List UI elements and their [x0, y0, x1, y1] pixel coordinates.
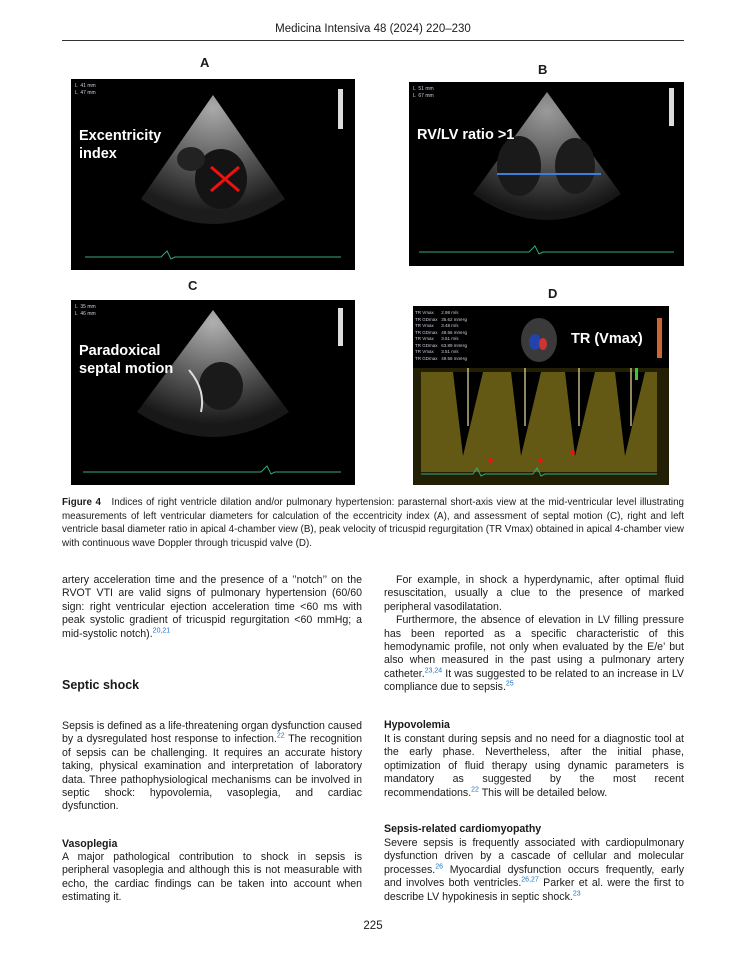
panel-d-label: TR (Vmax) — [571, 331, 643, 347]
ref-link[interactable]: 26,27 — [521, 876, 539, 884]
svg-text:+: + — [569, 447, 576, 459]
figure-caption — [62, 496, 684, 550]
panel-c-label: Paradoxical septal motion — [79, 343, 174, 377]
panel-d-letter: D — [548, 286, 558, 301]
echo-image-c — [71, 300, 355, 485]
vasoplegia-paragraph: A major pathological contribution to shock in sepsis is peripheral vasoplegia and although this is not measurable with echo, the cardiac findings can be taken into account when estimating it. — [62, 851, 362, 904]
sepsis-cardiomyopathy-heading: Sepsis-related cardiomyopathy — [384, 823, 542, 835]
panel-c-measurements: L 35 mm L 46 mm — [75, 304, 96, 317]
svg-text:+: + — [537, 455, 544, 467]
panel-c-letter: C — [188, 278, 198, 293]
sepsis-cardiomyopathy-paragraph: Severe sepsis is frequently associated with cardiopulmonary dysfunction driven by a cascade of cellular and molecular processes.$^{26}$ Myocardial dysfunction occurs frequently, early and involves both ventricles.$^{26,27}$ Parker et al. were the first to describe LV hypokinesis in septic shock.$^{23}$ — [384, 837, 684, 903]
ref-link[interactable]: 22 — [276, 732, 285, 740]
septic-shock-heading: Septic shock — [62, 678, 140, 692]
ref-link[interactable]: 25 — [505, 680, 514, 688]
echo-image-b — [409, 82, 684, 266]
svg-text:+: + — [487, 455, 494, 467]
panel-a-measurements: L 41 mm L 47 mm — [75, 83, 96, 96]
caption-text: Indices of right ventricle dilation and/or pulmonary hypertension: parasternal short-axis view at the mid-ventricular level illustrating measurements of left ventricular diameters for calculation of the eccentricity index (A), and assessment of septal motion (C), right and left ventricle basal diameter ratio in apical 4-chamber view (B), peak velocity of tricuspid regurgitation (TR Vmax) obtained in apical 4-chamber view with continuous wave Doppler through tricuspid valve (D). — [62, 497, 685, 549]
right-column-intro: For example, in shock a hyperdynamic, after optimal fluid resuscitation, usually a clue to the presence of marked peripheral vasodilatation. Furthermore, the absence of elevation in LV filling pressure has been reported as a specific characteristic of this hemodynamic profile, not only when evaluated by the E/e’ but also when measured in the past using a pulmonary artery catheter.$^{23,24}$ It was suggested to be related to an increase in LV compliance due to sepsis.$^{25}$ — [384, 574, 684, 694]
ref-link[interactable]: 26 — [435, 863, 444, 871]
hypovolemia-heading: Hypovolemia — [384, 719, 450, 731]
echo-panel-a — [71, 79, 355, 270]
echo-panel-d — [413, 306, 669, 485]
ref-link[interactable]: 23 — [572, 890, 581, 898]
septic-shock-paragraph: Sepsis is defined as a life-threatening organ dysfunction caused by a dysregulated host response to infection.$^{22}$ The recognition of sepsis can be challenging. It requires an accurate history taking, physical examination and interpretation of laboratory data. Three pathophysiological mechanisms can be involved in septic shock: hypovolemia, vasoplegia, and cardiac dysfunction. — [62, 720, 362, 813]
ref-link[interactable]: 22 — [471, 786, 479, 794]
header-rule — [62, 40, 684, 41]
echo-panel-b — [409, 82, 684, 266]
ref-link[interactable]: 20,21 — [152, 627, 171, 635]
journal-header: Medicina Intensiva 48 (2024) 220–230 — [275, 23, 471, 35]
left-column-intro: artery acceleration time and the presence of a ’’notch’’ on the RVOT VTI are valid signs of pulmonary hypertension (60/60 sign: right ventricular ejection acceleration time <60 ms with peak systolic gradient of tricuspid regurgitation <60 mmHg; a mid-systolic notch).$^{20,21}$ — [62, 574, 362, 640]
hypovolemia-paragraph: It is constant during sepsis and no need for a diagnostic tool at the early phase. Nevertheless, after the initial phase, optimization of fluid therapy using dynamic parameters is mandatory as suggested by the most recent recommendations.$^{22}$ This will be detailed below. — [384, 733, 684, 799]
page-number: 225 — [363, 920, 383, 932]
vasoplegia-heading: Vasoplegia — [62, 838, 118, 850]
panel-d-measurements: TR Vmax 2.98 m/s TR GDmax 35.62 mmHg TR Vmax 3.48 m/s TR GDmax 48.56 mmHg TR Vmax 3.51 m/s TR GDmax 63.89 mmHg TR Vmax 3.51 m/s TR GDmax 49.56 mmHg — [415, 310, 468, 361]
panel-b-letter: B — [538, 62, 548, 77]
figure-label: Figure 4 — [62, 497, 101, 508]
ref-link[interactable]: 23,24 — [424, 667, 443, 675]
panel-b-label: RV/LV ratio >1 — [417, 127, 515, 143]
echo-image-a — [71, 79, 355, 270]
panel-a-label: Excentricity index — [79, 128, 162, 162]
panel-a-letter: A — [200, 55, 210, 70]
echo-panel-c — [71, 300, 355, 485]
panel-b-measurements: L 51 mm L 67 mm — [413, 86, 434, 99]
